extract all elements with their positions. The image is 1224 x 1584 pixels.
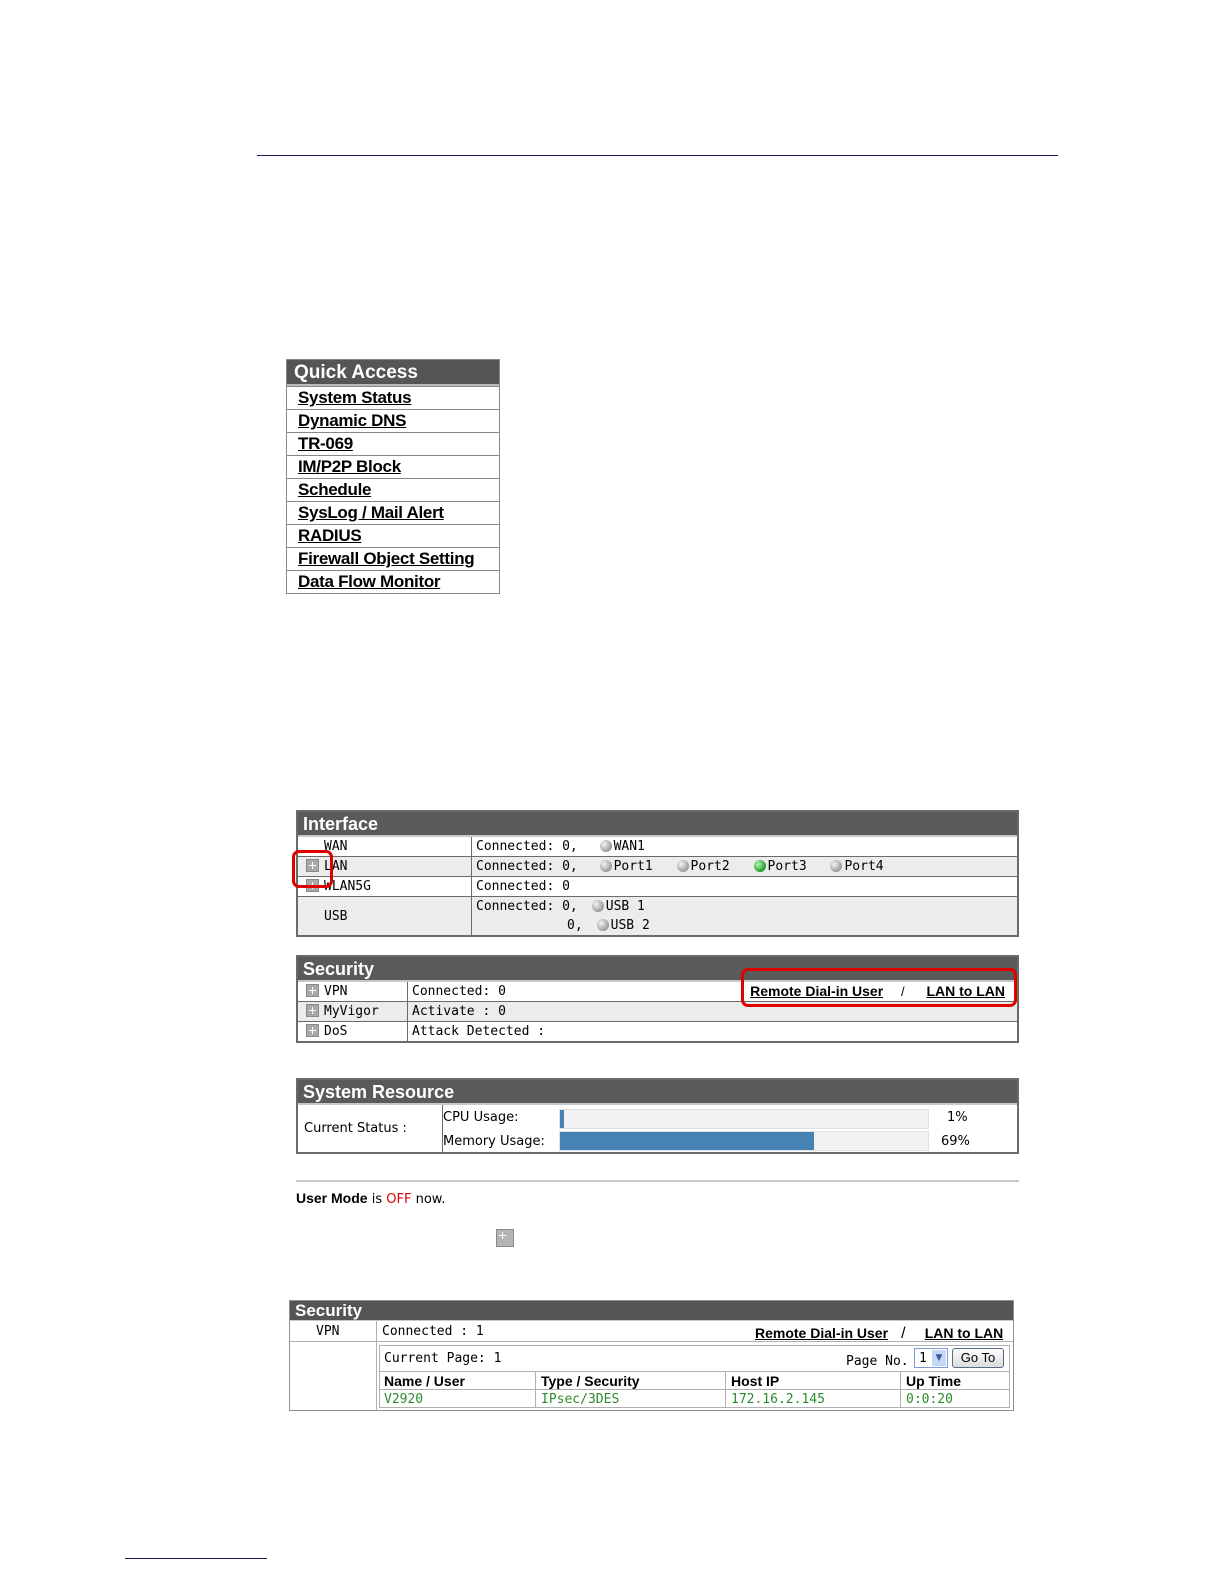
page-no-value: 1 xyxy=(919,1351,927,1366)
col-name-user: Name / User xyxy=(384,1373,465,1389)
page-no-select[interactable] xyxy=(914,1348,948,1368)
interface-row-usb xyxy=(298,897,1017,936)
wan-status: Connected: 0, xyxy=(476,839,578,854)
qa-firewall-object-setting-link[interactable]: Firewall Object Setting xyxy=(287,547,499,570)
port3-label: Port3 xyxy=(767,859,807,874)
current-status-cell xyxy=(298,1105,443,1152)
usb2-led-icon xyxy=(597,919,609,931)
cpu-usage-fill xyxy=(560,1110,564,1128)
security-title: Security xyxy=(298,957,1017,982)
vpn-detail-connected: Connected : 1 xyxy=(382,1324,484,1339)
security-detail-title: Security xyxy=(290,1301,1013,1321)
wan-label: WAN xyxy=(298,837,472,857)
user-mode-divider xyxy=(296,1180,1019,1182)
memory-usage-label: Memory Usage: xyxy=(443,1134,545,1149)
myvigor-label: MyVigor xyxy=(324,1004,379,1019)
qa-schedule-link[interactable]: Schedule xyxy=(287,478,499,501)
current-status-label: Current Status : xyxy=(304,1121,407,1136)
session-type: IPsec/3DES xyxy=(541,1392,620,1407)
dos-label: DoS xyxy=(324,1024,348,1039)
session-host-ip: 172.16.2.145 xyxy=(731,1392,825,1407)
session-name: V2920 xyxy=(384,1392,424,1407)
port2-led-icon xyxy=(677,860,689,872)
vpn-detail-links xyxy=(755,1323,1003,1343)
port4-label: Port4 xyxy=(844,859,884,874)
qa-dynamic-dns-link[interactable]: Dynamic DNS xyxy=(287,409,499,432)
system-resource-title: System Resource xyxy=(298,1080,1017,1105)
dos-expand-icon[interactable] xyxy=(306,1024,319,1037)
lan-status: Connected: 0, xyxy=(476,859,578,874)
wan1-label: WAN1 xyxy=(613,839,645,854)
myvigor-label-cell xyxy=(298,1002,408,1022)
memory-usage-bar xyxy=(559,1131,929,1151)
qa-tr069-link[interactable]: TR-069 xyxy=(287,432,499,455)
wlan-status: Connected: 0 xyxy=(472,877,1018,897)
port3-led-icon xyxy=(754,860,766,872)
vpn-label-cell xyxy=(298,982,408,1002)
detail-link-separator: / xyxy=(901,1325,906,1342)
interface-row-wan xyxy=(298,837,1017,857)
memory-usage-value: 69% xyxy=(941,1134,970,1149)
user-mode-state: OFF xyxy=(386,1192,412,1207)
detail-lan-to-lan-link[interactable]: LAN to LAN xyxy=(924,1325,1004,1341)
col-type-security: Type / Security xyxy=(541,1373,640,1389)
vpn-detail-label: VPN xyxy=(316,1324,340,1339)
qa-im-p2p-block-link[interactable]: IM/P2P Block xyxy=(287,455,499,478)
footer-rule xyxy=(125,1558,267,1559)
interface-table xyxy=(298,837,1017,935)
wlan-label: WLAN5G xyxy=(324,879,371,894)
system-resource-panel xyxy=(296,1078,1019,1154)
current-page-label: Current Page: 1 xyxy=(384,1351,502,1366)
qa-data-flow-monitor-link[interactable]: Data Flow Monitor xyxy=(287,570,499,593)
vpn-links-highlight xyxy=(741,968,1017,1007)
user-mode-is: is xyxy=(371,1192,383,1207)
interface-row-lan xyxy=(298,857,1017,877)
user-mode-suffix: now. xyxy=(415,1192,446,1207)
user-mode-label: User Mode xyxy=(296,1190,368,1206)
myvigor-expand-icon[interactable] xyxy=(306,1004,319,1017)
session-up-time: 0:0:20 xyxy=(906,1392,953,1407)
port2-label: Port2 xyxy=(690,859,730,874)
usb-status-2: 0, xyxy=(567,918,583,933)
security-vpn-detail-panel xyxy=(289,1300,1014,1411)
go-to-button[interactable]: Go To xyxy=(952,1348,1004,1368)
user-mode-line xyxy=(296,1190,445,1207)
qa-radius-link[interactable]: RADIUS xyxy=(287,524,499,547)
page-no-label: Page No. xyxy=(846,1354,909,1369)
col-up-time: Up Time xyxy=(906,1373,961,1389)
quick-access-title: Quick Access xyxy=(287,360,499,386)
myvigor-status: Activate : 0 xyxy=(408,1002,1018,1022)
cpu-usage-bar xyxy=(559,1109,929,1129)
usb-label: USB xyxy=(298,897,472,936)
usb-status-1: Connected: 0, xyxy=(476,899,578,914)
port1-led-icon xyxy=(600,860,612,872)
security-row-dos xyxy=(298,1022,1017,1042)
detail-remote-dial-in-user-link[interactable]: Remote Dial-in User xyxy=(755,1325,889,1341)
dos-status: Attack Detected : xyxy=(408,1022,1018,1042)
qa-syslog-mail-alert-link[interactable]: SysLog / Mail Alert xyxy=(287,501,499,524)
vpn-status: Connected: 0 xyxy=(412,984,506,999)
lan-status-cell xyxy=(472,857,1018,877)
usb1-led-icon xyxy=(592,900,604,912)
qa-system-status-link[interactable]: System Status xyxy=(287,386,499,409)
cpu-usage-label: CPU Usage: xyxy=(443,1110,519,1125)
lan-label: LAN xyxy=(324,859,348,874)
col-host-ip: Host IP xyxy=(731,1373,780,1389)
lan-expand-highlight xyxy=(292,850,333,888)
lan-to-lan-link[interactable]: LAN to LAN xyxy=(926,983,1005,999)
port1-label: Port1 xyxy=(613,859,653,874)
interface-title: Interface xyxy=(298,812,1017,837)
memory-usage-fill xyxy=(560,1132,814,1150)
chevron-down-icon: ▼ xyxy=(932,1350,946,1366)
interface-panel xyxy=(296,810,1019,937)
remote-dial-in-user-link[interactable]: Remote Dial-in User xyxy=(750,983,884,999)
cpu-usage-value: 1% xyxy=(947,1110,968,1125)
vpn-label: VPN xyxy=(324,984,348,999)
quick-access-panel xyxy=(286,359,500,594)
usb2-label: USB 2 xyxy=(610,918,650,933)
usb-status-cell xyxy=(472,897,1018,936)
header-rule xyxy=(257,155,1058,156)
vpn-expand-icon[interactable] xyxy=(306,984,319,997)
wan-status-cell xyxy=(472,837,1018,857)
interface-row-wlan xyxy=(298,877,1017,897)
dos-label-cell xyxy=(298,1022,408,1042)
port4-led-icon xyxy=(830,860,842,872)
vpn-session-table xyxy=(379,1345,1010,1408)
vpn-link-separator: / xyxy=(901,984,905,999)
usb1-label: USB 1 xyxy=(605,899,645,914)
wan1-led-icon xyxy=(600,840,612,852)
expand-plus-icon xyxy=(496,1229,514,1247)
